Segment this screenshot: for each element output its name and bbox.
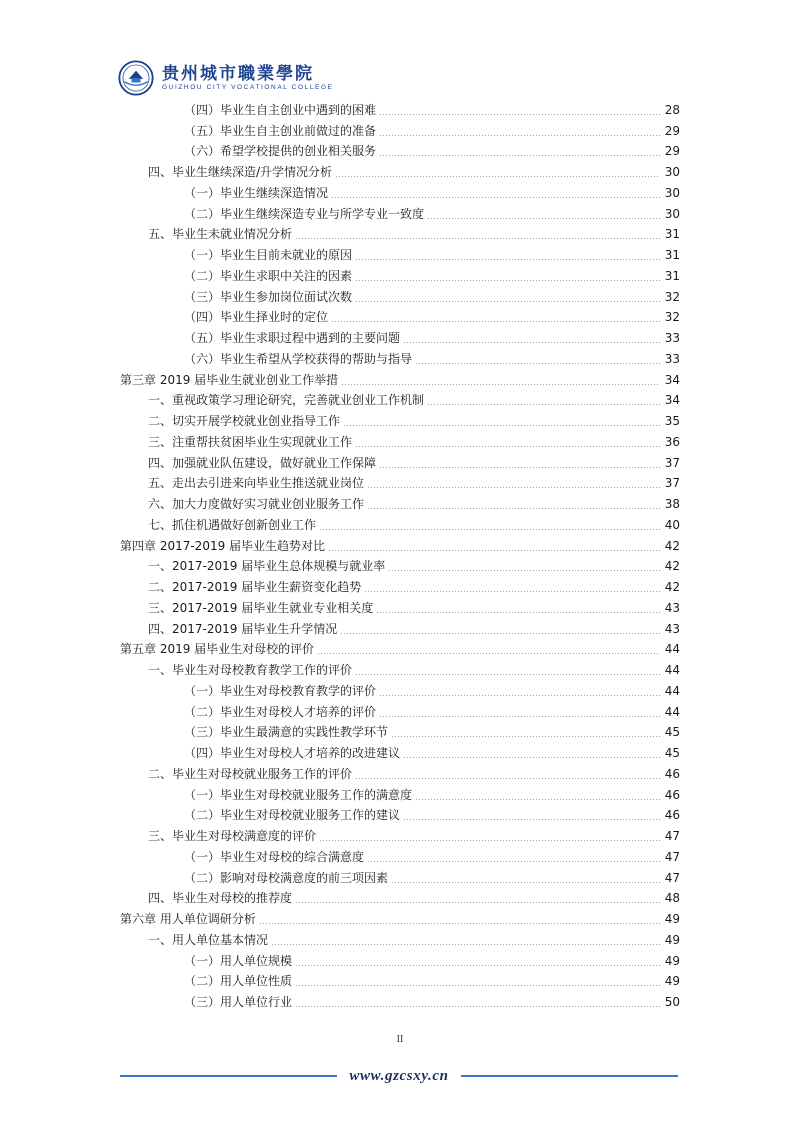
toc-entry-label: （四）毕业生择业时的定位 [184,310,329,325]
toc-page-number: 47 [664,870,680,885]
toc-entry-label: （二）毕业生对母校就业服务工作的建议 [184,808,401,823]
toc-page-number: 46 [664,766,680,781]
toc-page-number: 43 [664,621,680,636]
dot-leader [379,135,660,136]
toc-page-number: 30 [664,185,680,200]
toc-page-number: 37 [664,455,680,470]
toc-page-number: 45 [664,725,680,740]
dot-leader [415,363,660,364]
toc-entry[interactable] [120,346,680,367]
dot-leader [340,633,660,634]
toc-entry[interactable] [120,491,680,512]
toc-entry[interactable] [120,595,680,616]
dot-leader [403,819,660,820]
dot-leader [379,155,660,156]
toc-entry-label: 第四章 2017-2019 届毕业生趋势对比 [120,538,326,553]
dot-leader [295,1006,660,1007]
dot-leader [403,757,660,758]
toc-entry[interactable] [120,554,680,575]
school-name-english: GUIZHOU CITY VOCATIONAL COLLEGE [162,84,334,91]
toc-entry-label: （二）毕业生继续深造专业与所学专业一致度 [184,206,425,221]
toc-entry[interactable] [120,699,680,720]
toc-entry[interactable] [120,616,680,637]
toc-entry-label: 二、毕业生对母校就业服务工作的评价 [148,766,353,781]
toc-entry-label: 四、加强就业队伍建设，做好就业工作保障 [148,455,377,470]
toc-entry[interactable] [120,657,680,678]
toc-entry[interactable] [120,242,680,263]
toc-page-number: 45 [664,746,680,760]
footer-rule-right [461,1075,678,1077]
toc-page-number: 42 [664,538,680,553]
toc-entry-label: （二）影响对母校满意度的前三项因素 [184,870,389,885]
toc-page-number: 31 [664,268,680,283]
dot-leader [367,508,660,509]
toc-page-number: 49 [664,912,680,926]
toc-entry-label: 五、毕业生未就业情况分析 [148,227,293,242]
dot-leader [271,944,660,945]
toc-page-number: 44 [664,642,680,657]
dot-leader [317,653,660,654]
toc-entry[interactable] [120,325,680,346]
toc-page-number: 43 [664,600,680,615]
dot-leader [379,114,660,115]
dot-leader [355,280,660,281]
toc-entry-label: 四、毕业生对母校的推荐度 [148,891,293,906]
toc-page-number: 31 [664,227,680,242]
toc-entry-label: （六）希望学校提供的创业相关服务 [184,144,377,159]
dot-leader [367,487,660,488]
toc-entry[interactable] [120,927,680,948]
toc-entry-label: 一、用人单位基本情况 [148,932,269,947]
dot-leader [331,321,660,322]
toc-page-number: 32 [664,310,680,325]
toc-entry-label: （五）毕业生求职过程中遇到的主要问题 [184,331,401,345]
toc-entry[interactable] [120,118,680,139]
dot-leader [403,342,660,343]
toc-page-number: 34 [664,393,680,408]
dot-leader [343,425,660,426]
toc-page-number: 29 [664,123,680,138]
dot-leader [367,861,660,862]
toc-entry-label: 第五章 2019 届毕业生对母校的评价 [120,642,315,657]
toc-entry-label: （一）毕业生继续深造情况 [184,185,329,200]
toc-entry-label: （二）毕业生对母校人才培养的评价 [184,704,377,719]
toc-entry-label: 第三章 2019 届毕业生就业创业工作举措 [120,372,339,387]
toc-entry[interactable] [120,823,680,844]
toc-entry[interactable] [120,471,680,492]
toc-entry[interactable] [120,408,680,429]
toc-entry[interactable] [120,989,680,1010]
college-emblem-icon [118,60,154,96]
dot-leader [415,799,660,800]
dot-leader [379,716,660,717]
toc-page-number: 46 [664,787,680,802]
toc-page-number: 30 [664,206,680,221]
dot-leader [379,467,660,468]
toc-entry[interactable] [120,865,680,886]
toc-entry[interactable] [120,761,680,782]
toc-entry-label: 一、2017-2019 届毕业生总体规模与就业率 [148,559,386,574]
dot-leader [295,965,660,966]
toc-page-number: 48 [664,891,680,906]
toc-page-number: 35 [664,414,680,428]
toc-entry[interactable] [120,305,680,326]
toc-page-number: 47 [664,829,680,843]
dot-leader [427,218,660,219]
toc-entry-label: 六、加大力度做好实习就业创业服务工作 [148,497,365,511]
toc-page-number: 31 [664,248,680,262]
toc-entry-label: 三、注重帮扶贫困毕业生实现就业工作 [148,434,353,449]
toc-entry[interactable] [120,222,680,243]
dot-leader [341,384,660,385]
dot-leader [355,259,660,260]
toc-entry-label: （一）毕业生目前未就业的原因 [184,248,353,262]
toc-chapter-entry[interactable] [120,906,680,927]
dot-leader [355,446,660,447]
toc-entry-label: （三）用人单位行业 [184,995,293,1009]
toc-entry-label: 四、毕业生继续深造/升学情况分析 [148,165,333,179]
toc-page-number: 34 [664,372,680,387]
dot-leader [388,570,660,571]
toc-entry-label: 二、切实开展学校就业创业指导工作 [148,414,341,428]
toc-entry[interactable] [120,180,680,201]
toc-entry-label: （五）毕业生自主创业前做过的准备 [184,123,377,138]
toc-entry[interactable] [120,388,680,409]
toc-entry-label: 三、2017-2019 届毕业生就业专业相关度 [148,600,374,615]
dot-leader [379,695,660,696]
toc-page-number: 49 [664,932,680,947]
toc-entry-label: （四）毕业生自主创业中遇到的困难 [184,102,377,117]
toc-entry-label: 第六章 用人单位调研分析 [120,912,256,926]
toc-page-number: 49 [664,974,680,989]
toc-page-number: 30 [664,165,680,179]
toc-entry[interactable] [120,201,680,222]
dot-leader [328,550,660,551]
page-footer [120,1066,678,1086]
toc-chapter-entry[interactable] [120,533,680,554]
toc-page-number: 40 [664,517,680,532]
dot-leader [391,736,660,737]
toc-page-number: 36 [664,434,680,449]
toc-chapter-entry[interactable] [120,367,680,388]
dot-leader [355,778,660,779]
toc-page-number: 44 [664,683,680,698]
toc-page-number: 47 [664,849,680,864]
toc-entry[interactable] [120,948,680,969]
toc-page-number: 28 [664,102,680,117]
toc-entry[interactable] [120,450,680,471]
toc-entry[interactable] [120,803,680,824]
toc-entry-label: 一、毕业生对母校教育教学工作的评价 [148,663,353,677]
toc-page-number: 46 [664,808,680,823]
toc-entry[interactable] [120,782,680,803]
toc-entry-label: 五、走出去引进来向毕业生推送就业岗位 [148,476,365,491]
toc-entry[interactable] [120,678,680,699]
toc-page-number: 37 [664,476,680,491]
toc-entry-label: 七、抓住机遇做好创新创业工作 [148,517,317,532]
dot-leader [335,176,660,177]
toc-entry-label: （二）毕业生求职中关注的因素 [184,268,353,283]
page-number: II [396,1034,404,1045]
toc-entry-label: 二、2017-2019 届毕业生薪资变化趋势 [148,580,362,594]
toc-entry[interactable] [120,740,680,761]
website-url[interactable]: www.gzcsxy.cn [349,1067,449,1084]
toc-entry[interactable] [120,97,680,118]
dot-leader [319,840,660,841]
toc-entry[interactable] [120,263,680,284]
toc-entry-label: （一）毕业生对母校的综合满意度 [184,849,365,864]
toc-page-number: 50 [664,995,680,1009]
toc-entry[interactable] [120,574,680,595]
toc-entry-label: （六）毕业生希望从学校获得的帮助与指导 [184,351,413,366]
toc-page-number: 49 [664,953,680,968]
dot-leader [355,674,660,675]
toc-entry-label: （三）毕业生参加岗位面试次数 [184,289,353,304]
dot-leader [331,197,660,198]
dot-leader [319,529,660,530]
toc-page-number: 38 [664,497,680,511]
toc-entry-label: 四、2017-2019 届毕业生升学情况 [148,621,338,636]
dot-leader [295,985,660,986]
dot-leader [355,301,660,302]
school-name: 贵州城市職業學院 [162,64,314,84]
toc-entry[interactable] [120,886,680,907]
toc-entry[interactable] [120,159,680,180]
toc-entry-label: 一、重视政策学习理论研究，完善就业创业工作机制 [148,393,425,408]
toc-entry[interactable] [120,429,680,450]
toc-entry[interactable] [120,512,680,533]
footer-rule-left [120,1075,337,1077]
toc-page-number: 42 [664,580,680,594]
toc-page-number: 33 [664,331,680,345]
toc-entry-label: 三、毕业生对母校满意度的评价 [148,829,317,843]
toc-page-number: 29 [664,144,680,159]
toc-entry-label: （一）用人单位规模 [184,953,293,968]
toc-entry-label: （一）毕业生对母校就业服务工作的满意度 [184,787,413,802]
toc-entry[interactable] [120,284,680,305]
dot-leader [295,902,660,903]
toc-chapter-entry[interactable] [120,637,680,658]
dot-leader [295,238,660,239]
table-of-contents [120,97,680,1010]
toc-entry[interactable] [120,969,680,990]
dot-leader [364,591,660,592]
toc-entry-label: （一）毕业生对母校教育教学的评价 [184,683,377,698]
toc-entry[interactable] [120,720,680,741]
toc-page-number: 32 [664,289,680,304]
toc-entry-label: （四）毕业生对母校人才培养的改进建议 [184,746,401,760]
toc-page-number: 42 [664,559,680,574]
page-header [118,58,334,98]
toc-entry-label: （二）用人单位性质 [184,974,293,989]
dot-leader [391,882,660,883]
toc-page-number: 44 [664,663,680,677]
dot-leader [427,404,660,405]
toc-entry[interactable] [120,844,680,865]
toc-entry-label: （三）毕业生最满意的实践性教学环节 [184,725,389,740]
dot-leader [376,612,660,613]
toc-page-number: 33 [664,351,680,366]
dot-leader [259,923,660,924]
toc-page-number: 44 [664,704,680,719]
toc-entry[interactable] [120,139,680,160]
